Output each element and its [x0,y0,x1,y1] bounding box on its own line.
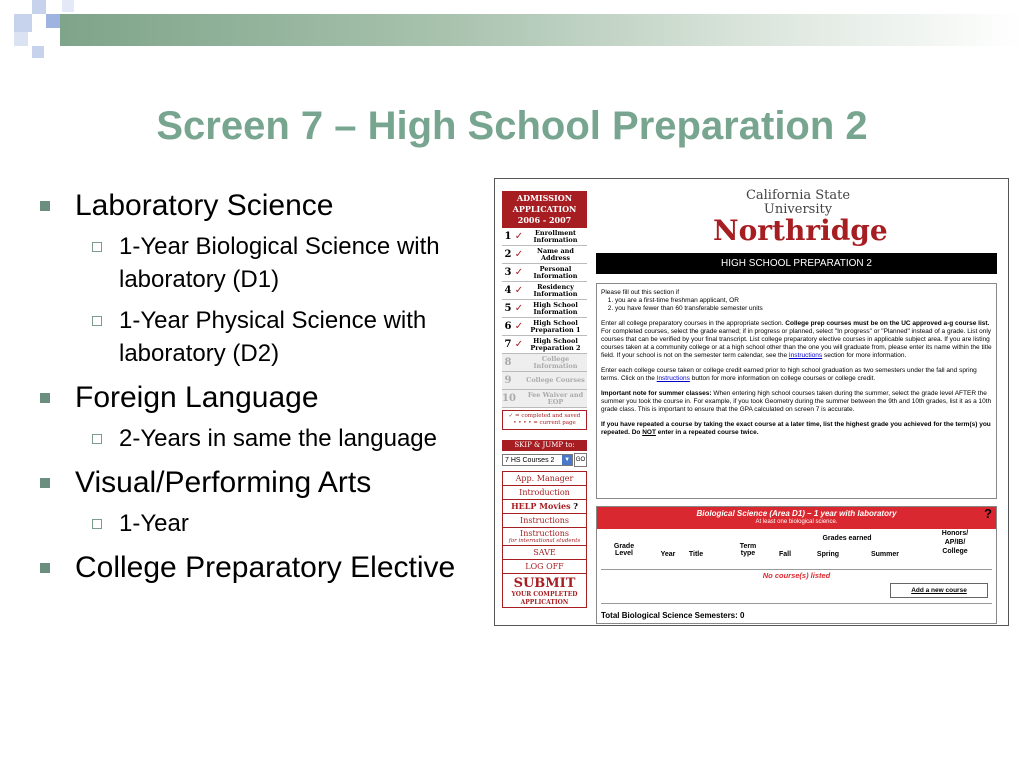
sub-bullet-item: 1-Year Physical Science with laboratory (D2) [38,304,478,370]
nav-links [502,471,587,608]
skip-jump-select[interactable]: 7 HS Courses 2 ▼ [502,454,573,466]
chevron-down-icon: ▼ [562,455,572,465]
check-icon: ✓ [514,321,524,332]
check-icon: ✓ [514,285,524,296]
status-legend: ✓ = completed and saved • • • • = current page [502,410,587,430]
sub-bullet-item: 1-Year [38,507,478,540]
deco-square [14,14,32,32]
title-bar-gradient [60,14,1024,46]
instructions-link[interactable]: Instructions [503,514,586,528]
step-label: Enrollment Information [533,228,578,244]
skip-jump-label: SKIP & JUMP to: [502,440,587,451]
sub-bullet-box-icon [92,434,102,444]
instructions-inline-link[interactable]: Instructions [656,375,690,382]
step-item[interactable] [502,336,587,354]
step-number: 1 [504,231,512,242]
step-item[interactable] [502,264,587,282]
step-number: 10 [502,393,516,404]
step-item[interactable] [502,282,587,300]
check-icon: ✓ [514,249,524,260]
step-label: High School Preparation 1 [530,318,581,334]
help-icon: ? [573,501,578,511]
submit-button[interactable]: SUBMIT YOUR COMPLETED APPLICATION [503,574,586,607]
help-icon[interactable]: ? [984,506,992,521]
sub-bullet-item: 1-Year Biological Science with laboratory (D1) [38,230,478,296]
step-label: High School Information [533,300,578,316]
slide-title: Screen 7 – High School Preparation 2 [156,104,868,148]
deco-square [46,14,60,28]
step-number: 7 [504,339,512,350]
page-header: HIGH SCHOOL PREPARATION 2 [596,253,997,274]
add-course-button[interactable]: Add a new course [890,583,988,598]
step-number: 5 [504,303,512,314]
divider [601,603,992,604]
go-button[interactable]: GO [574,453,587,467]
sub-bullet-item: 2-Years in same the language [38,422,478,455]
step-number: 8 [504,357,512,368]
step-label: Fee Waiver and EOP [527,390,584,406]
biological-science-section [596,506,997,624]
bullet-square-icon [40,201,50,211]
application-nav [502,191,587,608]
empty-state: No course(s) listed [762,571,831,580]
deco-square [32,0,46,14]
check-icon: ✓ [508,413,514,419]
instructions-panel: Please fill out this section if 1. you are a first-time freshman applicant, OR 2. you have fewer than 60 transferable semester units Enter all college preparatory courses in the appropriate section. College prep courses must be on the UC approved a-g course list. For completed courses, select the grade earned; if in progress or planned, select "In progress" or "Planned" instead of a grade. List only courses that can be verified by your final transcript. List college preparatory elective courses in applicable subject area. If you are listing courses taken at a community college or at a high school other than the one you will graduate from, please enter its name within the title field. If your school is not on the semester term calendar, see the Instructions section for more information. Enter each college course taken or college credit earned prior to high school graduation as two semesters under the fall and spring terms. Click on the Instructions button for more information on college courses or college credit. Important note for summer classes: When entering high school courses taken during the summer, select the grade level AFTER the summer you took the course in. For example, if you took Geometry during the summer between the 9th and 10th grades, list it as a 10th grade class. This is important to ensure that the GPA calculated on screen 7 is accurate. If you have repeated a course by taking the exact course at a later time, list the highest grade you achieved for the term(s) you repeated. Do NOT enter in a repeated course twice. [596,283,997,499]
step-item[interactable] [502,390,587,408]
bullet-square-icon [40,478,50,488]
step-number: 6 [504,321,512,332]
check-icon: ✓ [514,303,524,314]
step-label: Residency Information [533,282,578,298]
introduction-link[interactable]: Introduction [503,486,586,500]
step-item[interactable] [502,300,587,318]
bullet-square-icon [40,393,50,403]
step-list [502,228,587,408]
step-label: Name and Address [537,246,574,262]
logoff-button[interactable]: LOG OFF [503,560,586,574]
divider [601,569,992,570]
university-logo: California State University Northridge [713,188,888,247]
step-label: College Information [533,354,578,370]
step-label: Personal Information [533,264,578,280]
step-item[interactable] [502,228,587,246]
intl-instructions-link[interactable]: Instructions for international students [503,528,586,546]
step-item[interactable] [502,318,587,336]
app-manager-link[interactable]: App. Manager [503,472,586,486]
check-icon: ✓ [514,339,524,350]
bullet-item: Visual/Performing Arts [38,463,478,503]
step-number: 3 [504,267,512,278]
step-item[interactable] [502,354,587,372]
step-label: College Courses [526,376,585,384]
nav-header: ADMISSION APPLICATION 2006 - 2007 [502,191,587,228]
bullet-square-icon [40,563,50,573]
deco-square [62,0,74,12]
save-button[interactable]: SAVE [503,546,586,560]
total-semesters: Total Biological Science Semesters: 0 [601,611,745,620]
deco-square [32,46,44,58]
bullet-item: Foreign Language [38,378,478,418]
dots-icon: • • • • [513,420,532,426]
bullet-list [38,186,478,588]
step-item[interactable] [502,372,587,390]
slide-decoration [0,0,1024,62]
step-number: 2 [504,249,512,260]
bullet-item: College Preparatory Elective [38,548,478,588]
application-screenshot [494,178,1009,626]
step-label: High School Preparation 2 [530,336,581,352]
check-icon: ✓ [514,267,524,278]
check-icon: ✓ [514,231,524,242]
table-header: Grade Level Year Title Term type Grades earned Fall Spring Summer Honors/ AP/IB/ College [613,530,969,558]
skip-jump-row [502,453,587,467]
sub-bullet-box-icon [92,519,102,529]
sub-bullet-box-icon [92,242,102,252]
step-number: 4 [504,285,512,296]
step-item[interactable] [502,246,587,264]
help-movies-link[interactable]: HELP Movies ? [503,500,586,514]
deco-square [14,32,28,46]
section-header: Biological Science (Area D1) – 1 year with laboratory At least one biological science. ? [597,507,996,529]
sub-bullet-box-icon [92,316,102,326]
bullet-item: Laboratory Science [38,186,478,226]
step-number: 9 [504,375,512,386]
instructions-inline-link[interactable]: Instructions [788,352,823,359]
